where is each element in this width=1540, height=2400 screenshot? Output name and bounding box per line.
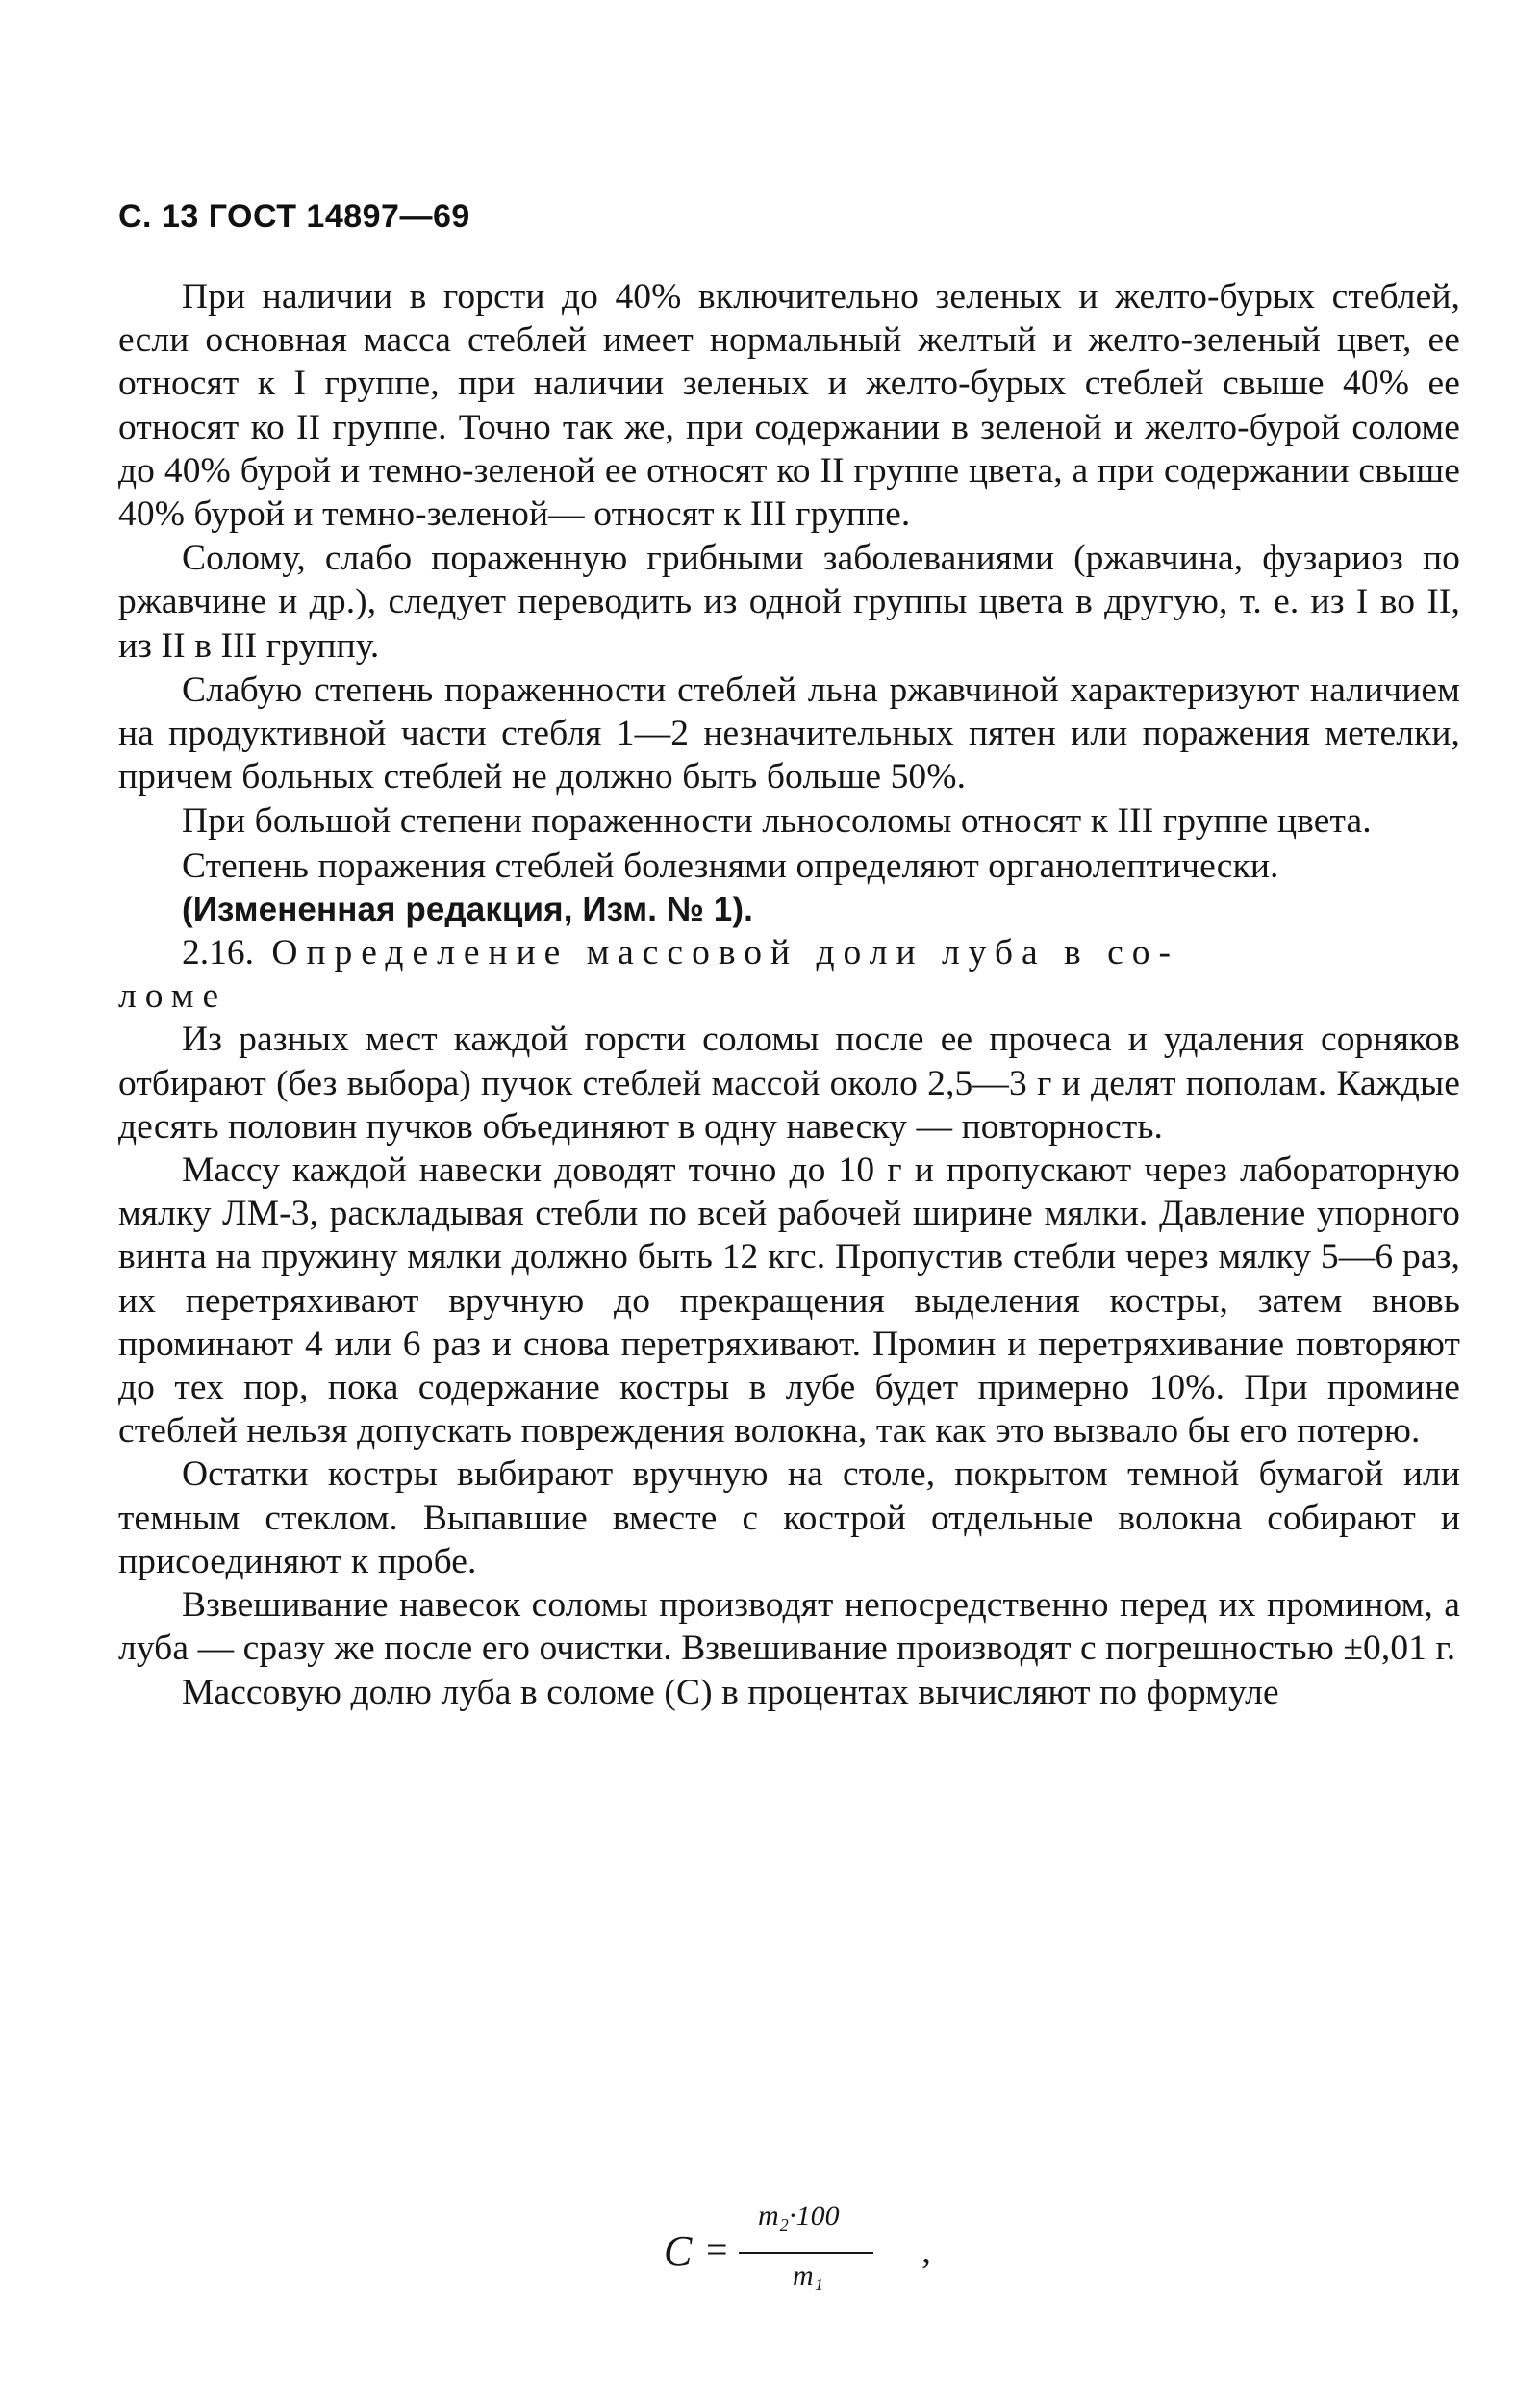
paragraph-organoleptic: Степень поражения стеблей болезнями определяют органолептически. bbox=[182, 846, 1279, 886]
paragraph-weighing: Взвешивание навесок соломы производят непосредственно перед их промином, а луба — сразу же после его очистки. Взвешивание производят с погрешностью ±0,01 г. bbox=[118, 1585, 1460, 1669]
formula-trailing-comma: , bbox=[921, 2228, 931, 2271]
paragraph-color-groups: При наличии в горсти до 40% включительно зеленых и желто-бурых стеблей, если основная масса стеблей имеет нормальный желтый и желто-зеленый цвет, ее относят к I группе, при наличии зеленых и желто-бурых стеблей свыше 40% ее относят ко II группе. Точно так же, при содержании в зеленой и желто-бурой соломе до 40% бурой и темно-зеленой ее относят ко II группе цвета, а при содержании свыше 40% бурой и темно-зеленой— относят к III группе. bbox=[118, 277, 1460, 535]
section-title-line2: ломе bbox=[118, 976, 228, 1017]
formula-numerator: m₂·100 bbox=[758, 2200, 840, 2232]
formula-fraction-bar bbox=[739, 2252, 873, 2254]
paragraph-high-damage: При большой степени пораженности льносоломы относят к III группе цвета. bbox=[182, 801, 1372, 842]
paragraph-fungal-disease: Солому, слабо пораженную грибными заболеваниями (ржавчина, фузариоз по ржавчине и др.), следует переводить из одной группы цвета в другую, т. е. из I во II, из II в III группу. bbox=[118, 539, 1460, 666]
page-header: С. 13 ГОСТ 14897—69 bbox=[118, 198, 470, 235]
section-heading bbox=[118, 931, 1460, 974]
paragraph-formula-intro: Массовую долю луба в соломе (C) в процентах вычисляют по формуле bbox=[182, 1672, 1279, 1712]
paragraph-sampling: Из разных мест каждой горсти соломы после ее прочеса и удаления сорняков отбирают (без выбора) пучок стеблей массой около 2,5—3 г и делят пополам. Каждые десять половин пучков объединяют в одну навеску — повторность. bbox=[118, 1020, 1460, 1147]
formula-equals: = bbox=[706, 2228, 728, 2271]
amendment-note bbox=[118, 888, 1460, 931]
paragraph-scutching: Массу каждой навески доводят точно до 10 г и пропускают через лабораторную мялку ЛМ-3, раскладывая стебли по всей рабочей ширине мялки. Давление упорного винта на пружину мялки должно быть 12 кгс. Пропустив стебли через мялку 5—6 раз, их перетряхивают вручную до прекращения выделения костры, затем вновь проминают 4 или 6 раз и снова перетряхивают. Промин и перетряхивание повторяют до тех пор, пока содержание костры в лубе будет примерно 10%. При промине стеблей нельзя допускать повреждения волокна, так как это вызвало бы его потерю. bbox=[118, 1150, 1460, 1452]
paragraph-rust-degree: Слабую степень пораженности стеблей льна ржавчиной характеризуют наличием на продуктивной части стебля 1—2 незначительных пятен или поражения метелки, причем больных стеблей не должно быть больше 50%. bbox=[118, 669, 1460, 797]
paragraph-shive-removal: Остатки костры выбирают вручную на столе, покрытом темной бумагой или темным стеклом. Выпавшие вместе с кострой отдельные волокна собирают и присоединяют к пробе. bbox=[118, 1454, 1460, 1581]
section-number: 2.16. bbox=[182, 933, 254, 973]
formula-denominator: m₁ bbox=[793, 2260, 824, 2291]
mass-fraction-formula bbox=[664, 2198, 972, 2304]
document-body bbox=[118, 275, 1460, 1714]
section-title-line1: Определение массовой доли луба в со- bbox=[271, 933, 1179, 973]
formula-lhs: C bbox=[664, 2228, 693, 2275]
amendment-text: (Измененная редакция, Изм. № 1). bbox=[182, 890, 753, 928]
